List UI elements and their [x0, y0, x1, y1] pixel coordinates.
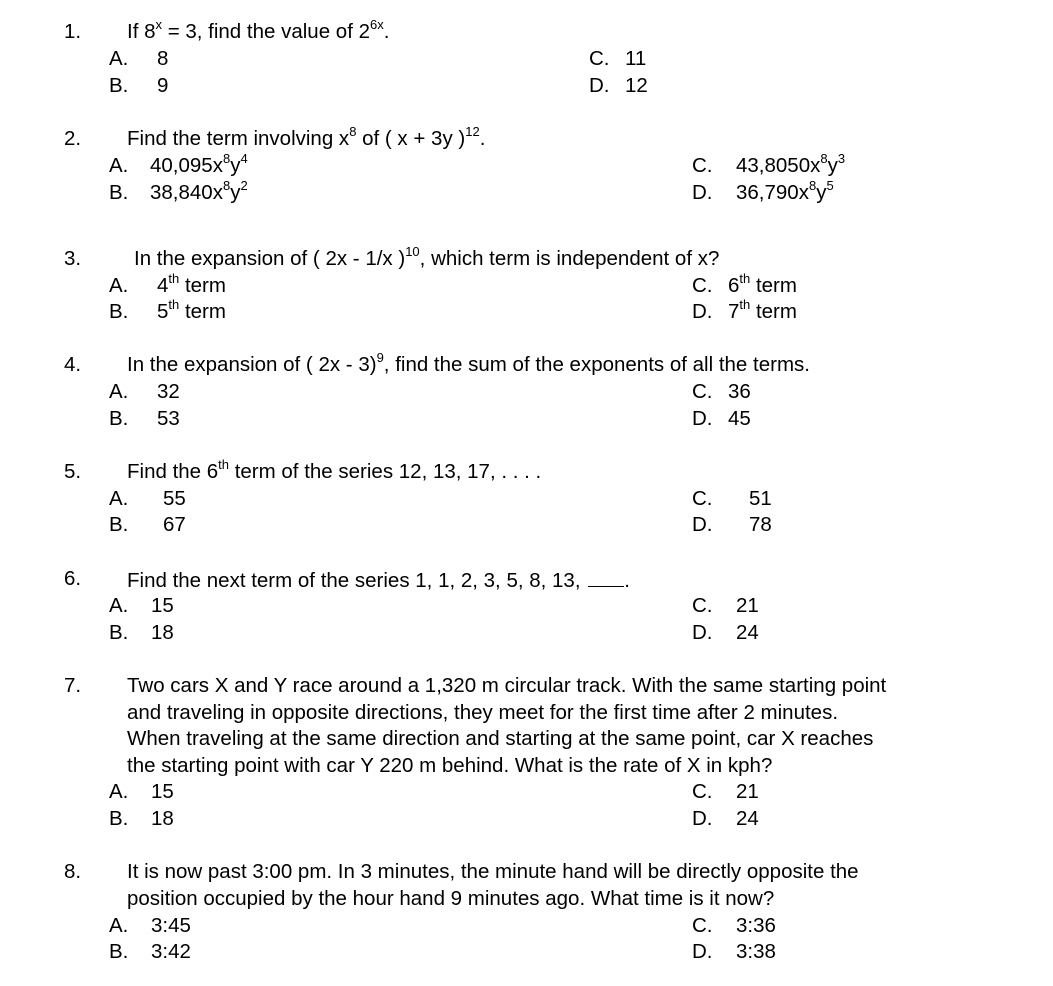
option-b[interactable]: B. 53 — [109, 407, 180, 430]
question-number: 2. — [64, 127, 82, 150]
question-number: 1. — [64, 20, 82, 43]
question-stem: Find the term involving $x^8$ of ( x + 3y )$^{12}$. — [127, 124, 486, 150]
question-number: 7. — [64, 674, 82, 697]
question-number: 4. — [64, 353, 82, 376]
option-a[interactable]: A. 3:45 — [109, 914, 191, 937]
option-d[interactable]: D. 3:38 — [692, 940, 776, 963]
question-number: 5. — [64, 460, 82, 483]
option-a[interactable]: A. 55 — [109, 487, 186, 510]
option-c[interactable]: C. 6th term — [692, 271, 797, 297]
question-number: 3. — [64, 247, 82, 270]
question-number: 6. — [64, 567, 82, 590]
option-a[interactable]: A. 32 — [109, 380, 180, 403]
answer-blank — [588, 566, 624, 587]
option-d[interactable]: D. 24 — [692, 621, 759, 644]
question-stem: Find the next term of the series 1, 1, 2, 3, 5, 8, 13, . — [127, 566, 1027, 595]
option-d[interactable]: D. 24 — [692, 807, 759, 830]
question-stem: In the expansion of ( 2x - 3)$^9$, find the sum of the exponents of all the terms. — [127, 350, 810, 376]
question-stem: Find the 6th term of the series 12, 13, 17, . . . . — [127, 457, 542, 483]
option-c[interactable]: C. 36 — [692, 380, 751, 403]
option-b[interactable]: B. 18 — [109, 621, 174, 644]
option-c[interactable]: C. 21 — [692, 594, 759, 617]
option-d[interactable]: D. 12 — [589, 74, 648, 97]
option-c[interactable]: C. 11 — [589, 47, 647, 70]
option-b[interactable]: B. $38,840x^8y^2$ — [109, 178, 248, 204]
option-b[interactable]: B. 3:42 — [109, 940, 191, 963]
option-a[interactable]: A. 15 — [109, 780, 174, 803]
option-a[interactable]: A. 8 — [109, 47, 169, 70]
option-d[interactable]: D. 7th term — [692, 297, 797, 323]
option-d[interactable]: D. 45 — [692, 407, 751, 430]
option-a[interactable]: A. 15 — [109, 594, 174, 617]
option-c[interactable]: C. $43,8050x^8y^3$ — [692, 151, 846, 177]
option-a[interactable]: A. $40,095x^8y^4$ — [109, 151, 248, 177]
question-stem: In the expansion of ( 2x - 1/x )$^{10}$, which term is independent of x? — [134, 244, 720, 270]
option-b[interactable]: B. 9 — [109, 74, 169, 97]
option-d[interactable]: D. $36,790x^8y^5$ — [692, 178, 834, 204]
option-c[interactable]: C. 3:36 — [692, 914, 776, 937]
option-d[interactable]: D. 78 — [692, 513, 772, 536]
option-a[interactable]: A. 4th term — [109, 271, 226, 297]
question-stem: If $8^x = 3$, find the value of $2^{6x}$. — [127, 17, 390, 43]
option-c[interactable]: C. 21 — [692, 780, 759, 803]
option-b[interactable]: B. 5th term — [109, 297, 226, 323]
question-stem: It is now past 3:00 pm. In 3 minutes, the minute hand will be directly opposite the position occupied by the hour hand 9 minutes ago. What time is it now? — [127, 860, 859, 910]
option-c[interactable]: C. 51 — [692, 487, 772, 510]
option-b[interactable]: B. 18 — [109, 807, 174, 830]
question-number: 8. — [64, 860, 82, 883]
question-stem: Two cars X and Y race around a 1,320 m circular track. With the same starting point and traveling in opposite directions, they meet for the first time after 2 minutes. When traveling at the same direction and starting at the same point, car X reaches the starting point with car Y 220 m behind. What is the rate of X in kph? — [127, 674, 887, 777]
option-b[interactable]: B. 67 — [109, 513, 186, 536]
